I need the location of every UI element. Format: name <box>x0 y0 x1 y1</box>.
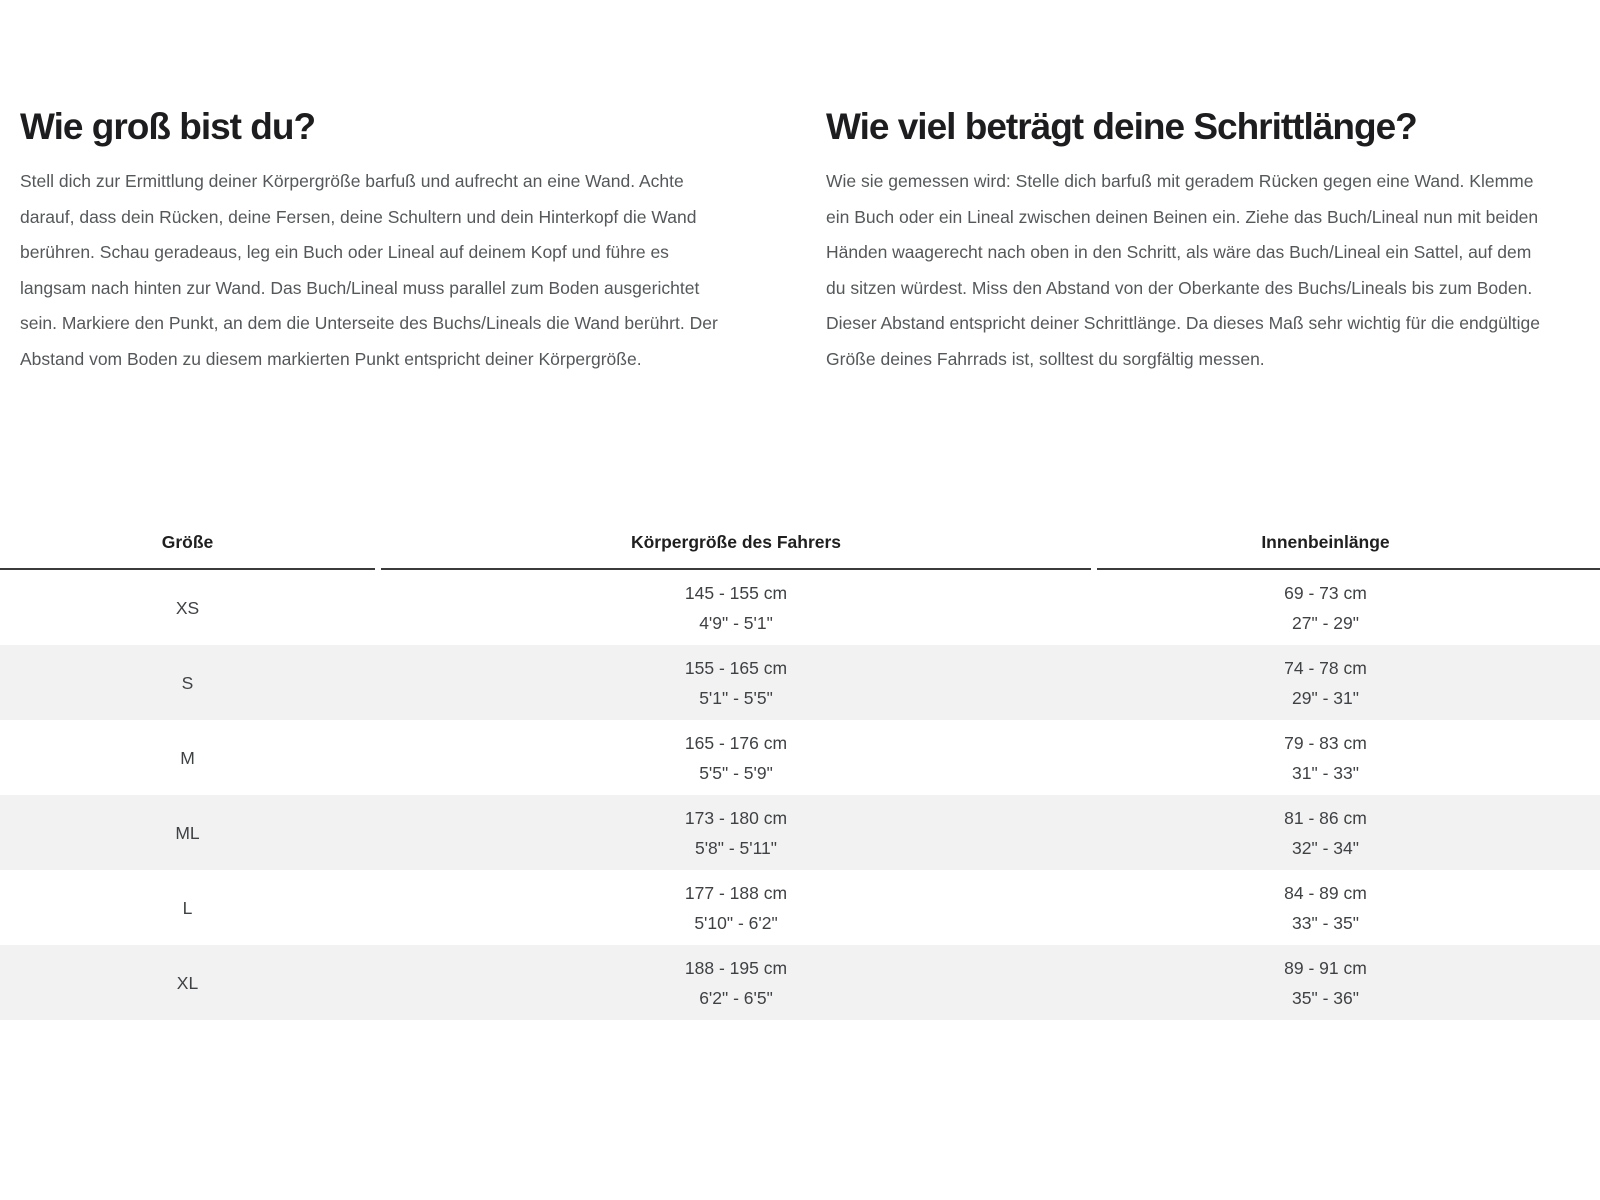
rider-height-cell <box>381 953 1091 1013</box>
size-table-header <box>0 532 1600 570</box>
inseam-cell <box>1097 578 1600 638</box>
size-cell-line: L <box>182 897 193 918</box>
rider-height-cell-line: 6'2" - 6'5" <box>699 987 773 1008</box>
inseam-cell <box>1097 953 1600 1013</box>
rider-height-cell-line: 5'1" - 5'5" <box>699 687 773 708</box>
size-cell <box>0 893 375 923</box>
intro-section <box>0 0 1600 377</box>
rider-height-cell-line: 165 - 176 cm <box>684 732 788 753</box>
inseam-cell <box>1097 728 1600 788</box>
inseam-cell-line: 31" - 33" <box>1292 762 1359 783</box>
size-cell-line: XS <box>175 597 200 618</box>
size-cell-line: XL <box>176 972 199 993</box>
rider-height-cell-line: 4'9" - 5'1" <box>699 612 773 633</box>
rider-height-cell <box>381 803 1091 863</box>
rider-height-cell-line: 155 - 165 cm <box>684 657 788 678</box>
inseam-cell-line: 29" - 31" <box>1292 687 1359 708</box>
size-cell <box>0 968 375 998</box>
rider-height-cell <box>381 878 1091 938</box>
column-header-inseam: Innenbeinlänge <box>1097 532 1600 570</box>
inseam-cell-line: 32" - 34" <box>1292 837 1359 858</box>
size-cell <box>0 593 375 623</box>
size-cell <box>0 818 375 848</box>
inseam-section-text: Wie sie gemessen wird: Stelle dich barfuß mit geradem Rücken gegen eine Wand. Klemme ein Buch oder ein Lineal zwischen deinen Beinen ein. Ziehe das Buch/Lineal nun mit beiden Händen waagerecht nach oben in den Schritt, als wäre das Buch/Lineal ein Sattel, auf dem du sitzen würdest. Miss den Abstand von der Oberkante des Buchs/Lineals bis zum Boden. Dieser Abstand entspricht deiner Schrittlänge. Da dieses Maß sehr wichtig für die endgültige Größe deines Fahrrads ist, solltest du sorgfältig messen. <box>826 171 1540 369</box>
size-cell-line: S <box>181 672 194 693</box>
rider-height-cell-line: 5'10" - 6'2" <box>694 912 778 933</box>
column-header-size: Größe <box>0 532 375 570</box>
table-row <box>0 795 1600 870</box>
inseam-cell <box>1097 803 1600 863</box>
table-row <box>0 870 1600 945</box>
table-row <box>0 645 1600 720</box>
size-table-body <box>0 570 1600 1020</box>
inseam-cell-line: 27" - 29" <box>1292 612 1359 633</box>
rider-height-cell <box>381 728 1091 788</box>
inseam-cell-line: 84 - 89 cm <box>1284 882 1367 903</box>
height-section-title: Wie groß bist du? <box>20 106 316 147</box>
size-cell-line: ML <box>175 822 200 843</box>
inseam-section-title: Wie viel beträgt deine Schrittlänge? <box>826 106 1417 147</box>
size-cell <box>0 668 375 698</box>
height-section <box>20 106 738 377</box>
inseam-cell-line: 74 - 78 cm <box>1284 657 1367 678</box>
table-row <box>0 570 1600 645</box>
inseam-cell-line: 81 - 86 cm <box>1284 807 1367 828</box>
inseam-cell-line: 79 - 83 cm <box>1284 732 1367 753</box>
inseam-cell-line: 35" - 36" <box>1292 987 1359 1008</box>
inseam-cell <box>1097 653 1600 713</box>
inseam-cell-line: 89 - 91 cm <box>1284 957 1367 978</box>
inseam-section <box>826 106 1548 377</box>
column-header-rider-height: Körpergröße des Fahrers <box>381 532 1091 570</box>
rider-height-cell <box>381 578 1091 638</box>
inseam-cell <box>1097 878 1600 938</box>
height-section-text: Stell dich zur Ermittlung deiner Körpergröße barfuß und aufrecht an eine Wand. Achte darauf, dass dein Rücken, deine Fersen, deine Schultern und dein Hinterkopf die Wand berühren. Schau geradeaus, leg ein Buch oder Lineal auf deinem Kopf und führe es langsam nach hinten zur Wand. Das Buch/Lineal muss parallel zum Boden ausgerichtet sein. Markiere den Punkt, an dem die Unterseite des Buchs/Lineals die Wand berührt. Der Abstand vom Boden zu diesem markierten Punkt entspricht deiner Körpergröße. <box>20 171 718 369</box>
rider-height-cell <box>381 653 1091 713</box>
table-row <box>0 945 1600 1020</box>
table-row <box>0 720 1600 795</box>
rider-height-cell-line: 188 - 195 cm <box>684 957 788 978</box>
size-table <box>0 532 1600 1020</box>
size-cell <box>0 743 375 773</box>
inseam-cell-line: 33" - 35" <box>1292 912 1359 933</box>
rider-height-cell-line: 145 - 155 cm <box>684 582 788 603</box>
inseam-cell-line: 69 - 73 cm <box>1284 582 1367 603</box>
size-cell-line: M <box>180 747 195 768</box>
rider-height-cell-line: 177 - 188 cm <box>684 882 788 903</box>
rider-height-cell-line: 5'8" - 5'11" <box>694 837 778 858</box>
rider-height-cell-line: 173 - 180 cm <box>684 807 788 828</box>
rider-height-cell-line: 5'5" - 5'9" <box>699 762 773 783</box>
